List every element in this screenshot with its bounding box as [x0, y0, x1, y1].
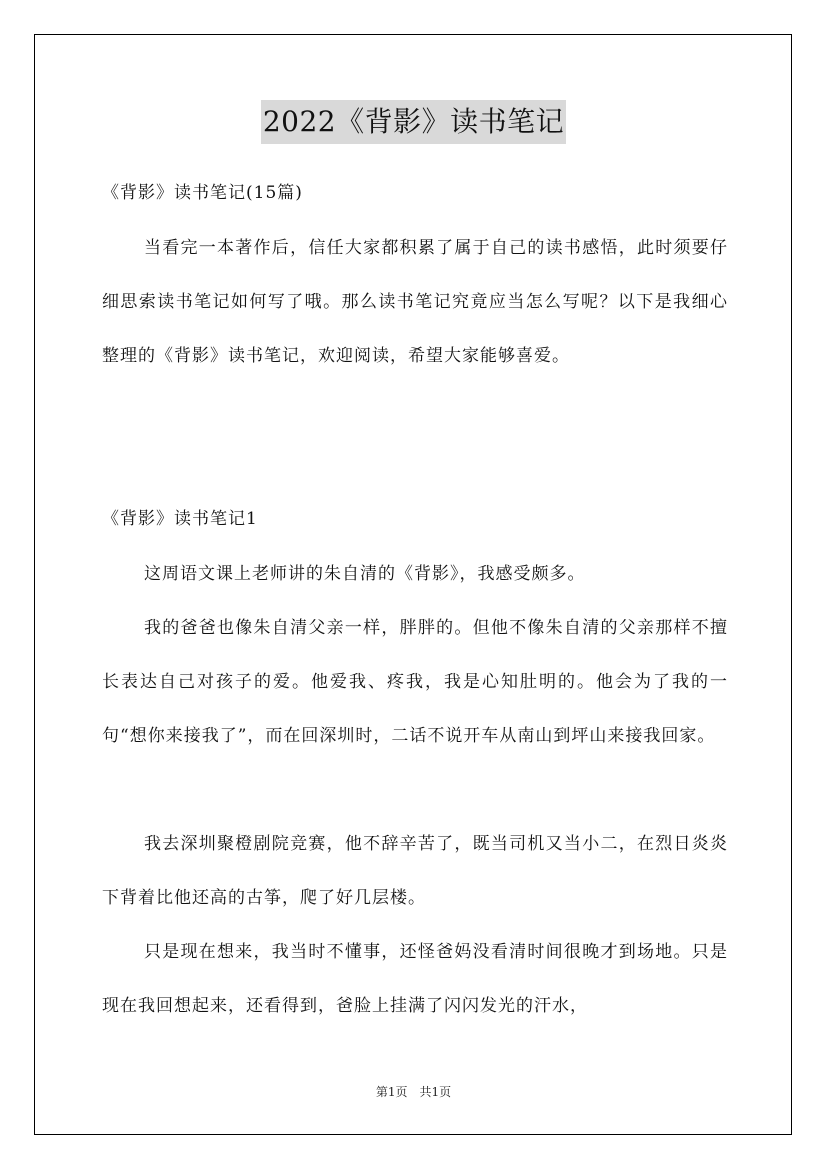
body-paragraph-1: 这周语文课上老师讲的朱自清的《背影》，我感受颇多。 [144, 564, 586, 584]
body-paragraph-3: 我去深圳聚橙剧院竞赛，他不辞辛苦了，既当司机又当小二，在烈日炎炎下背着比他还高的古筝，爬了好几层楼。 [102, 834, 728, 908]
document-subtitle: 《背影》读书笔记(15篇) [102, 183, 303, 203]
page-indicator: 第1页 共1页 [375, 1085, 452, 1099]
document-title: 2022《背影》读书笔记 [261, 100, 566, 144]
section-heading: 《背影》读书笔记1 [102, 509, 258, 529]
page-footer [0, 1083, 827, 1101]
body-paragraph-2: 我的爸爸也像朱自清父亲一样，胖胖的。但他不像朱自清的父亲那样不擅长表达自己对孩子的爱。他爱我、疼我，我是心知肚明的。他会为了我的一句“想你来接我了”，而在回深圳时，二话不说开车从南山到坪山来接我回家。 [102, 618, 728, 746]
body-paragraph-4: 只是现在想来，我当时不懂事，还怪爸妈没看清时间很晚才到场地。只是现在我回想起来，还看得到，爸脸上挂满了闪闪发光的汗水， [102, 942, 728, 1016]
title-container [0, 100, 827, 144]
intro-paragraph: 当看完一本著作后，信任大家都积累了属于自己的读书感悟，此时须要仔细思索读书笔记如何写了哦。那么读书笔记究竟应当怎么写呢？以下是我细心整理的《背影》读书笔记，欢迎阅读，希望大家能够喜爱。 [102, 238, 728, 366]
